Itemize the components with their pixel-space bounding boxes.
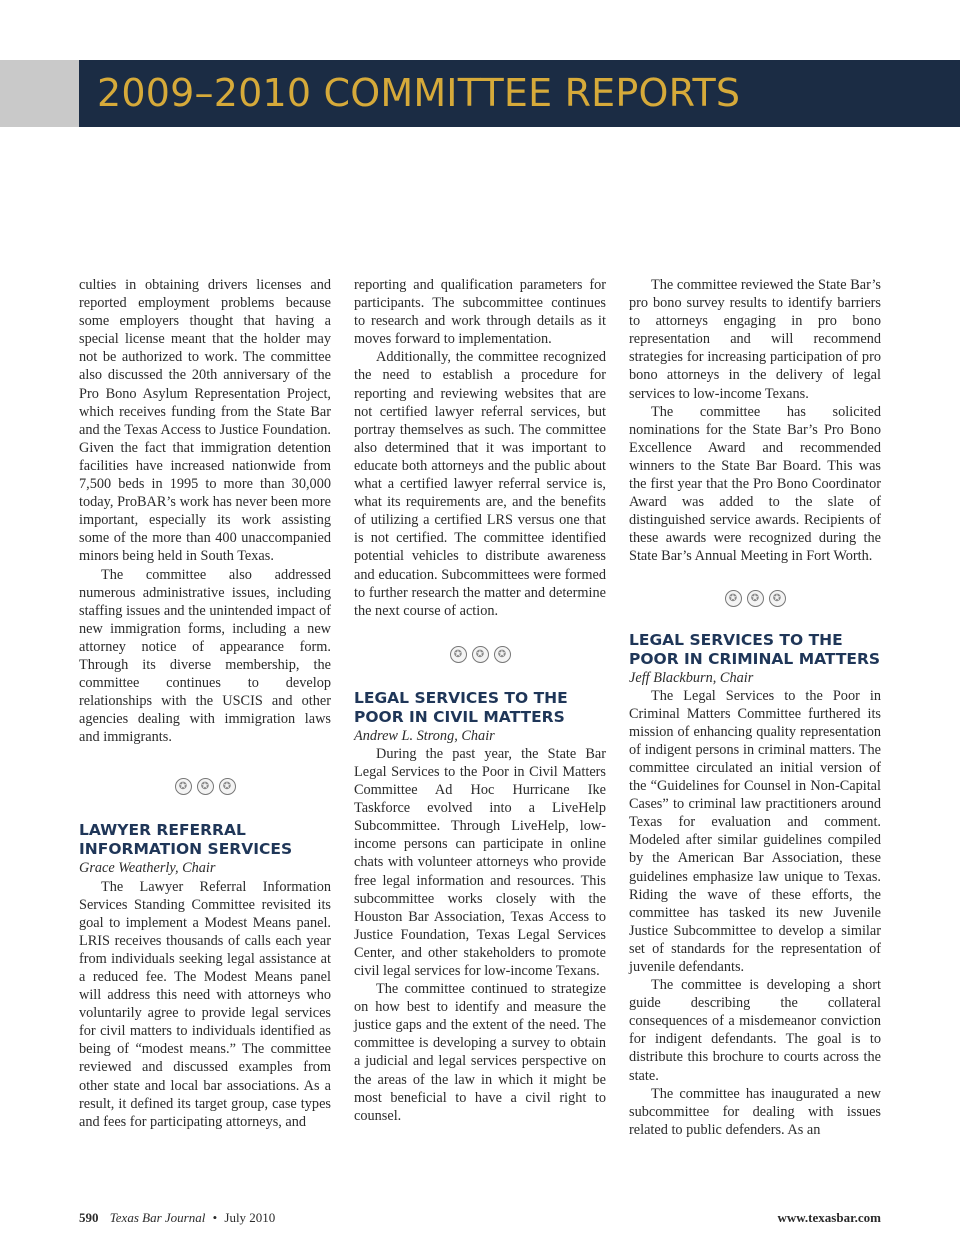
paragraph: The Lawyer Referral Information Services Standing Committee revisited its goal to implement a Modest Means panel. LRIS receives thousands of calls each year from individuals seeking legal assistance at a reduced fee. The Modest Means panel will address this need with attorneys who voluntarily agree to provide legal services for civil matters to individuals identified as being of “modest means.” The committee reviewed and discussed examples from other state and local bar associations. As a result, it defined its target group, case types and fees for participating attorneys, and (79, 878, 331, 1130)
section-chair: Grace Weatherly, Chair (79, 860, 216, 877)
bullet-separator: • (212, 1210, 218, 1225)
star-icon: ✪ (219, 778, 236, 795)
paragraph: The committee is developing a short guide describing the collateral consequences of a misdemeanor conviction for indigent defendants. The goal is to distribute this brochure to courts across the state. (629, 977, 881, 1084)
column-1 (79, 276, 331, 1131)
paragraph: The committee reviewed the State Bar’s pro bono survey results to identify barriers to attorneys engaging in pro bono representation and will recommend strategies for increasing participation of pro bono attorneys in the delivery of legal services to low-income Texans. (629, 277, 881, 402)
paragraph: The committee has inaugurated a new subcommittee for dealing with issues related to public defenders. As an (629, 1085, 881, 1138)
section-heading: LEGAL SERVICES TO THE POOR IN CRIMINAL MATTERS (629, 630, 881, 668)
banner-accent-block (0, 60, 79, 127)
footer-publication (79, 1209, 275, 1227)
section-heading: LEGAL SERVICES TO THE POOR IN CIVIL MATTERS (354, 688, 568, 726)
website-link[interactable]: www.texasbar.com (777, 1210, 881, 1225)
paragraph: The committee also addressed numerous administrative issues, including staffing issues and the unintended impact of new immigration forms, including a new attorney notice of appearance form. Through its diverse membership, the committee continues to develop relationships with the USCIS and other agencies dealing with immigration laws and immigrants. (79, 566, 331, 746)
column-2 (354, 276, 606, 1125)
paragraph: During the past year, the State Bar Legal Services to the Poor in Civil Matters Committee Ad Hoc Hurricane Ike Taskforce evolved into a LiveHelp Subcommittee. Through LiveHelp, low-income persons can participate in online chats with volunteer attorneys who provide free legal information and resources. This subcommittee works closely with the Houston Bar Association, Texas Access to Justice Foundation, Texas Legal Services Center, and other stakeholders to promote civil legal services for low-income Texans. (354, 745, 606, 979)
section-separator (354, 646, 606, 663)
star-icon: ✪ (725, 590, 742, 607)
column-3 (629, 276, 881, 1139)
paragraph: culties in obtaining drivers licenses and reported employment problems because some employers thought that having a special license meant that the holder may not be authorized to work. The committee also discussed the 20th anniversary of the Pro Bono Asylum Representation Project, which receives funding from the State Bar and the Texas Access to Justice Foundation. Given the fact that immigration detention facilities have increased nationwide from 7,500 beds in 1995 to more than 30,000 today, ProBAR’s work has never been more important, especially its work assisting some of the more than 400 unaccompanied minors being held in South Texas. (79, 277, 331, 565)
section-separator (79, 778, 331, 795)
star-icon: ✪ (450, 646, 467, 663)
page-title: 2009–2010 COMMITTEE REPORTS (97, 71, 741, 115)
star-icon: ✪ (747, 590, 764, 607)
paragraph: Additionally, the committee recognized the need to establish a procedure for reporting and reviewing websites that are not certified lawyer referral services, but portray themselves as such. The committee also determined that it was important to educate both attorneys and the public about what a certified lawyer referral service is, what its requirements are, and the benefits of utilizing a certified LRS versus one that is not certified. The committee identified potential vehicles to distribute awareness and education. Subcommittees were formed to further research the matter and determine the next course of action. (354, 349, 606, 619)
star-icon: ✪ (769, 590, 786, 607)
paragraph: The committee continued to strategize on how best to identify and measure the justice gaps and the extent of the need. The committee is developing a survey to obtain a judicial and legal services perspective on the areas of the law in which it might be most beneficial to have a civil right to counsel. (354, 981, 606, 1124)
star-icon: ✪ (494, 646, 511, 663)
section-separator (629, 590, 881, 607)
paragraph: reporting and qualification parameters for participants. The subcommittee continues to research and work through details as it moves forward to implementation. (354, 277, 606, 348)
section-chair: Jeff Blackburn, Chair (629, 669, 754, 686)
section-heading: LAWYER REFERRAL INFORMATION SERVICES (79, 821, 293, 859)
issue-date: July 2010 (224, 1210, 276, 1225)
journal-name: Texas Bar Journal (109, 1210, 206, 1225)
header-banner (0, 60, 960, 127)
star-icon: ✪ (197, 778, 214, 795)
page-footer (79, 1209, 881, 1227)
paragraph: The Legal Services to the Poor in Criminal Matters Committee furthered its mission of enhancing quality representation of indigent persons in criminal matters. The committee circulated an initial version of the “Guidelines for Counsel in Non-Capital Cases” to criminal law practitioners around Texas for evaluation and comment. Modeled after similar guidelines compiled by the American Bar Association, these guidelines emphasize law unique to Texas. Riding the wave of these efforts, the committee has tasked its new Juvenile Justice Subcommittee to develop a similar set of standards for the representation of juvenile defendants. (629, 687, 881, 975)
page-number: 590 (79, 1210, 99, 1225)
star-icon: ✪ (472, 646, 489, 663)
section-chair: Andrew L. Strong, Chair (354, 727, 495, 744)
paragraph: The committee has solicited nominations for the State Bar’s Pro Bono Excellence Award and recommended winners to the State Bar Board. This was the first year that the Pro Bono Coordinator Award was added to the slate of distinguished service awards. Recipients of these awards were recognized during the State Bar’s Annual Meeting in Fort Worth. (629, 403, 881, 565)
star-icon: ✪ (175, 778, 192, 795)
